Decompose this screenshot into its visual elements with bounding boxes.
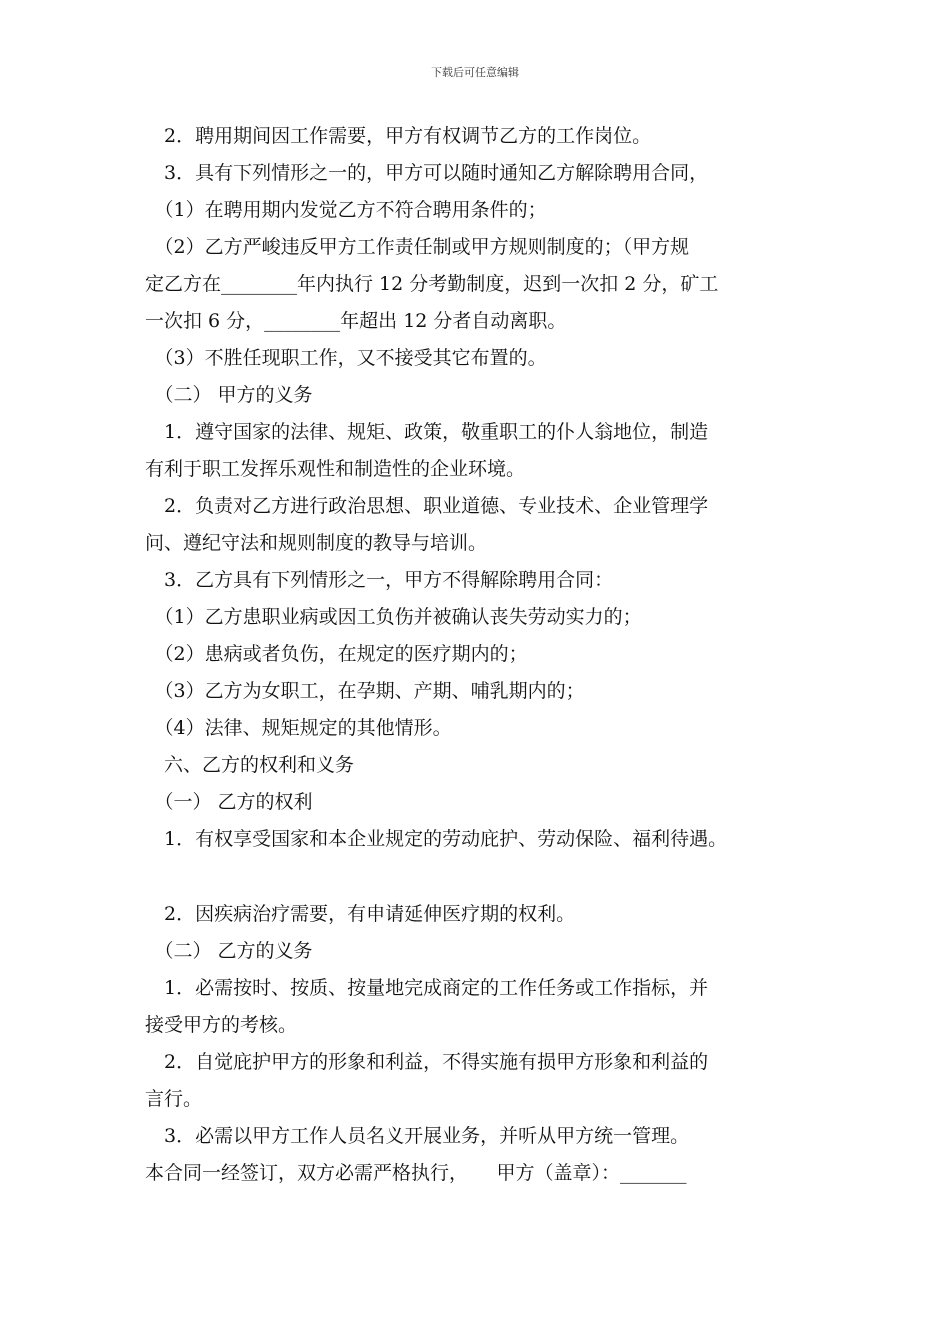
text-line: 1．遵守国家的法律、规矩、政策，敬重职工的仆人翁地位，制造 <box>145 421 709 443</box>
text-line: 言行。 <box>145 1088 203 1110</box>
text-line: 问、遵纪守法和规则制度的教导与培训。 <box>145 532 488 554</box>
text-line: 2．负责对乙方进行政治思想、职业道德、专业技术、企业管理学 <box>145 495 709 517</box>
text-line: 3．必需以甲方工作人员名义开展业务，并听从甲方统一管理。 <box>145 1125 690 1147</box>
text-line: 2．因疾病治疗需要，有申请延伸医疗期的权利。 <box>145 903 576 925</box>
text-line: 六、乙方的权利和义务 <box>145 754 355 776</box>
text-line: （二） 甲方的义务 <box>145 384 313 406</box>
page-header: 下载后可任意编辑 <box>431 66 519 79</box>
text-line: （2）乙方严峻违反甲方工作责任制或甲方规则制度的；（甲方规 <box>145 236 690 258</box>
text-line: （一） 乙方的权利 <box>145 791 313 813</box>
text-line: （3）不胜任现职工作，又不接受其它布置的。 <box>145 347 547 369</box>
text-line: 1．必需按时、按质、按量地完成商定的工作任务或工作指标，并 <box>145 977 709 999</box>
text-line: 1．有权享受国家和本企业规定的劳动庇护、劳动保险、福利待遇。 <box>145 828 728 850</box>
text-line: 接受甲方的考核。 <box>145 1014 298 1036</box>
text-line: （2）患病或者负伤，在规定的医疗期内的； <box>145 643 528 665</box>
text-line: 一次扣 6 分，________年超出 12 分者自动离职。 <box>145 310 567 332</box>
text-line: （二） 乙方的义务 <box>145 940 313 962</box>
text-line: 本合同一经签订，双方必需严格执行， 甲方（盖章）：_______ <box>145 1162 687 1184</box>
text-line: 2．聘用期间因工作需要，甲方有权调节乙方的工作岗位。 <box>145 125 652 147</box>
text-line: （1）乙方患职业病或因工负伤并被确认丧失劳动实力的； <box>145 606 642 628</box>
text-line: （3）乙方为女职工，在孕期、产期、哺乳期内的； <box>145 680 585 702</box>
text-line: （4）法律、规矩规定的其他情形。 <box>145 717 452 739</box>
text-line: 3．乙方具有下列情形之一，甲方不得解除聘用合同： <box>145 569 614 591</box>
text-line: 有利于职工发挥乐观性和制造性的企业环境。 <box>145 458 526 480</box>
text-line: 2．自觉庇护甲方的形象和利益，不得实施有损甲方形象和利益的 <box>145 1051 709 1073</box>
text-line: 定乙方在________年内执行 12 分考勤制度，迟到一次扣 2 分，矿工 <box>145 273 719 295</box>
text-line: 3．具有下列情形之一的，甲方可以随时通知乙方解除聘用合同， <box>145 162 709 184</box>
text-line: （1）在聘用期内发觉乙方不符合聘用条件的； <box>145 199 547 221</box>
